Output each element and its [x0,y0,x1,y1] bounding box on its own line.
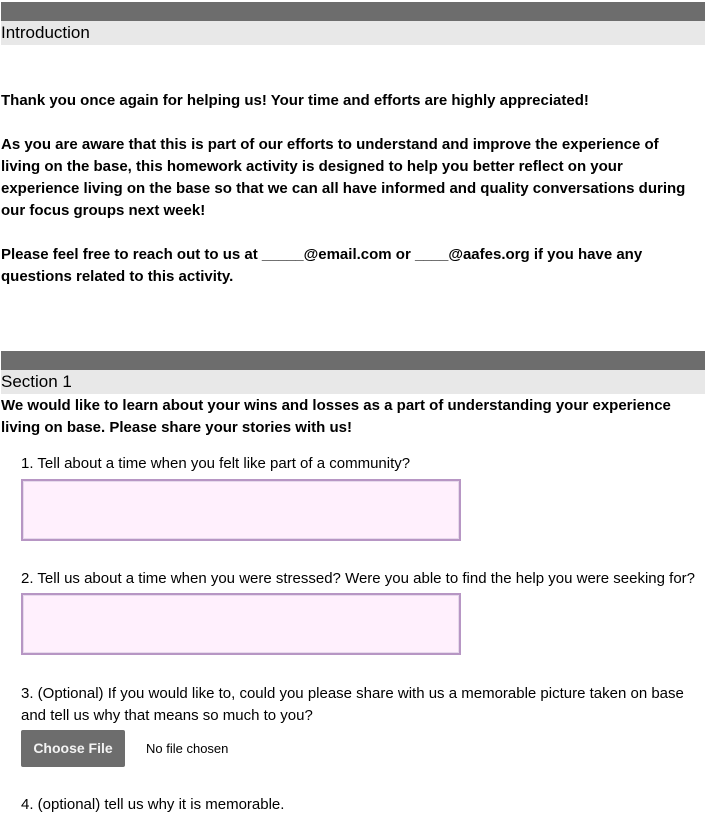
question-1-answer-field[interactable] [21,479,461,541]
intro-section-header [1,21,705,45]
question-2-label: 2. Tell us about a time when you were stressed? Were you able to find the help you were seeking for? [21,570,696,587]
question-3-label: 3. (Optional) If you would like to, could you please share with us a memorable picture taken on base and tell us why that means so much to you? [21,685,684,724]
section1-header [1,370,705,394]
question-1-label: 1. Tell about a time when you felt like part of a community? [21,455,411,472]
intro-thanks-text: Thank you once again for helping us! Your time and efforts are highly appreciated! [1,92,589,109]
file-status-text: No file chosen [146,741,229,756]
question-4-label: 4. (optional) tell us why it is memorable. [21,796,285,813]
intro-contact-text: Please feel free to reach out to us at _____@email.com or ____@aafes.org if you have any questions related to this activity. [1,246,643,285]
choose-file-button[interactable]: Choose File [21,730,125,767]
intro-purpose-text: As you are aware that this is part of our efforts to understand and improve the experience of living on the base, this homework activity is designed to help you better reflect on your experience living on the base so that we can all have informed and quality conversations during our focus groups next week! [1,136,686,219]
section1-title: Section 1 [1,372,72,391]
intro-section-bar [1,2,705,21]
section1-bar [1,351,705,370]
question-2-answer-field[interactable] [21,593,461,655]
section1-description: We would like to learn about your wins and losses as a part of understanding your experience living on base. Please share your stories with us! [1,397,671,436]
intro-section-title: Introduction [1,23,90,42]
